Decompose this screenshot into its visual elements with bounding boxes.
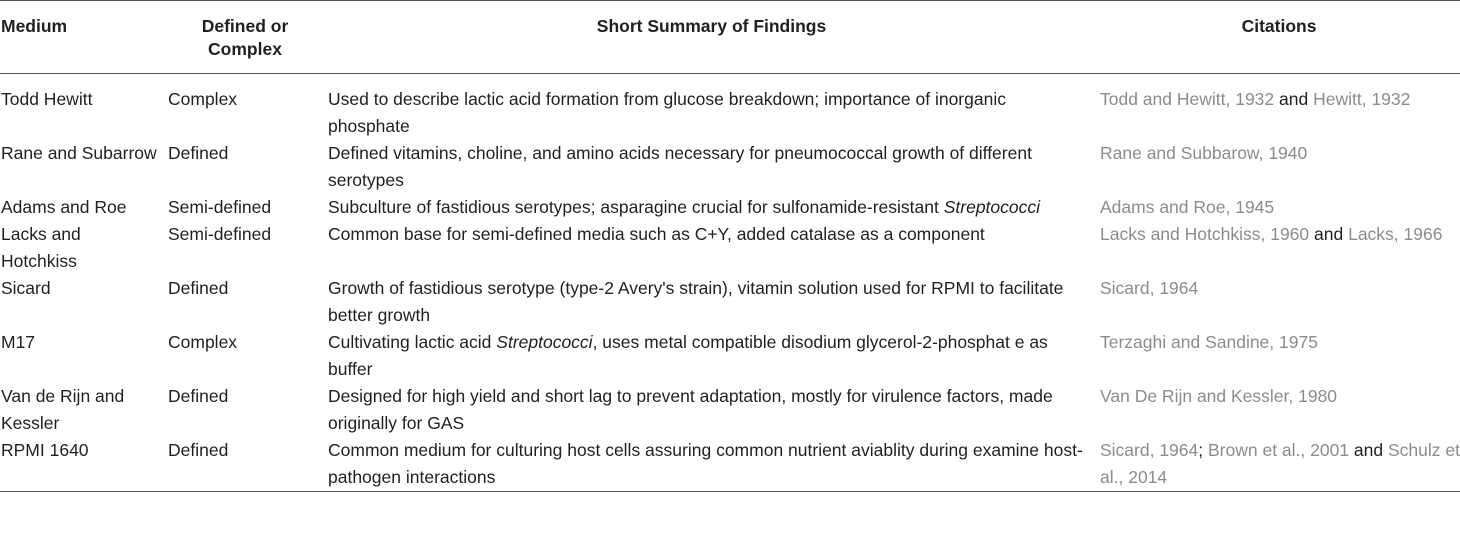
- cell-defined: Defined: [168, 440, 229, 460]
- cell-citations: Todd and Hewitt, 1932 and Hewitt, 1932: [1100, 89, 1411, 109]
- table-row: [0, 221, 1460, 275]
- table-row: [0, 437, 1460, 492]
- citation-link[interactable]: Rane and Subbarow, 1940: [1100, 143, 1308, 163]
- cell-medium: RPMI 1640: [1, 440, 89, 460]
- cell-medium: Adams and Roe: [1, 197, 127, 217]
- cell-medium: Todd Hewitt: [1, 89, 93, 109]
- cell-summary: Used to describe lactic acid formation from glucose breakdown; importance of inorganic phosphate: [328, 89, 1006, 136]
- cell-summary: Cultivating lactic acid Streptococci, uses metal compatible disodium glycerol-2-phosphat e as buffer: [328, 332, 1048, 379]
- cell-citations: [1098, 275, 1460, 329]
- cell-summary: Defined vitamins, choline, and amino acids necessary for pneumococcal growth of different serotypes: [328, 143, 1032, 190]
- cell-medium: M17: [1, 332, 36, 352]
- cell-medium: Sicard: [1, 278, 51, 298]
- cell-medium: Van de Rijn and Kessler: [1, 386, 125, 433]
- cell-citations: [1098, 140, 1460, 194]
- citation-link[interactable]: Brown et al., 2001: [1208, 440, 1350, 460]
- cell-summary: Growth of fastidious serotype (type-2 Avery's strain), vitamin solution used for RPMI to facilitate better growth: [328, 278, 1064, 325]
- header-medium: Medium: [1, 16, 68, 36]
- citation-link[interactable]: Terzaghi and Sandine, 1975: [1100, 332, 1318, 352]
- cell-summary: Common base for semi-defined media such as C+Y, added catalase as a component: [328, 224, 985, 244]
- cell-medium: Lacks and Hotchkiss: [1, 224, 81, 271]
- citation-link[interactable]: Lacks, 1966: [1348, 224, 1443, 244]
- table-row: [0, 275, 1460, 329]
- header-defined-or-complex: Defined or Complex: [201, 16, 289, 59]
- header-citations: Citations: [1241, 16, 1317, 36]
- cell-summary: Common medium for culturing host cells assuring common nutrient aviablity during examine host-pathogen interactions: [328, 440, 1083, 487]
- citation-link[interactable]: Adams and Roe, 1945: [1100, 197, 1275, 217]
- cell-citations: [1098, 329, 1460, 383]
- citation-link[interactable]: Van De Rijn and Kessler, 1980: [1100, 386, 1338, 406]
- header-summary: Short Summary of Findings: [596, 16, 827, 36]
- cell-defined: Semi-defined: [168, 197, 272, 217]
- cell-citations: [1098, 194, 1460, 221]
- cell-defined: Defined: [168, 386, 229, 406]
- table-row: [0, 74, 1460, 141]
- cell-defined: Semi-defined: [168, 224, 272, 244]
- cell-summary: Designed for high yield and short lag to prevent adaptation, mostly for virulence factors, made originally for GAS: [328, 386, 1053, 433]
- cell-defined: Complex: [168, 89, 238, 109]
- citation-link[interactable]: Sicard, 1964: [1100, 440, 1199, 460]
- cell-citations: [1098, 383, 1460, 437]
- cell-defined: Complex: [168, 332, 238, 352]
- citation-link[interactable]: Schulz et al., 2014: [1100, 440, 1460, 487]
- cell-citations: Sicard, 1964; Brown et al., 2001 and Schulz et al., 2014: [1100, 440, 1460, 487]
- cell-citations: Lacks and Hotchkiss, 1960 and Lacks, 1966: [1100, 224, 1443, 244]
- table-row: [0, 140, 1460, 194]
- cell-defined: Defined: [168, 278, 229, 298]
- table-row: [0, 383, 1460, 437]
- citation-link[interactable]: Hewitt, 1932: [1313, 89, 1411, 109]
- table-row: [0, 194, 1460, 221]
- citation-link[interactable]: Lacks and Hotchkiss, 1960: [1100, 224, 1310, 244]
- citation-link[interactable]: Todd and Hewitt, 1932: [1100, 89, 1275, 109]
- cell-defined: Defined: [168, 143, 229, 163]
- citation-link[interactable]: Sicard, 1964: [1100, 278, 1199, 298]
- cell-summary: Subculture of fastidious serotypes; asparagine crucial for sulfonamide-resistant Streptococci: [328, 197, 1041, 217]
- cell-medium: Rane and Subarrow: [1, 143, 157, 163]
- header-row: [0, 1, 1460, 74]
- table-row: [0, 329, 1460, 383]
